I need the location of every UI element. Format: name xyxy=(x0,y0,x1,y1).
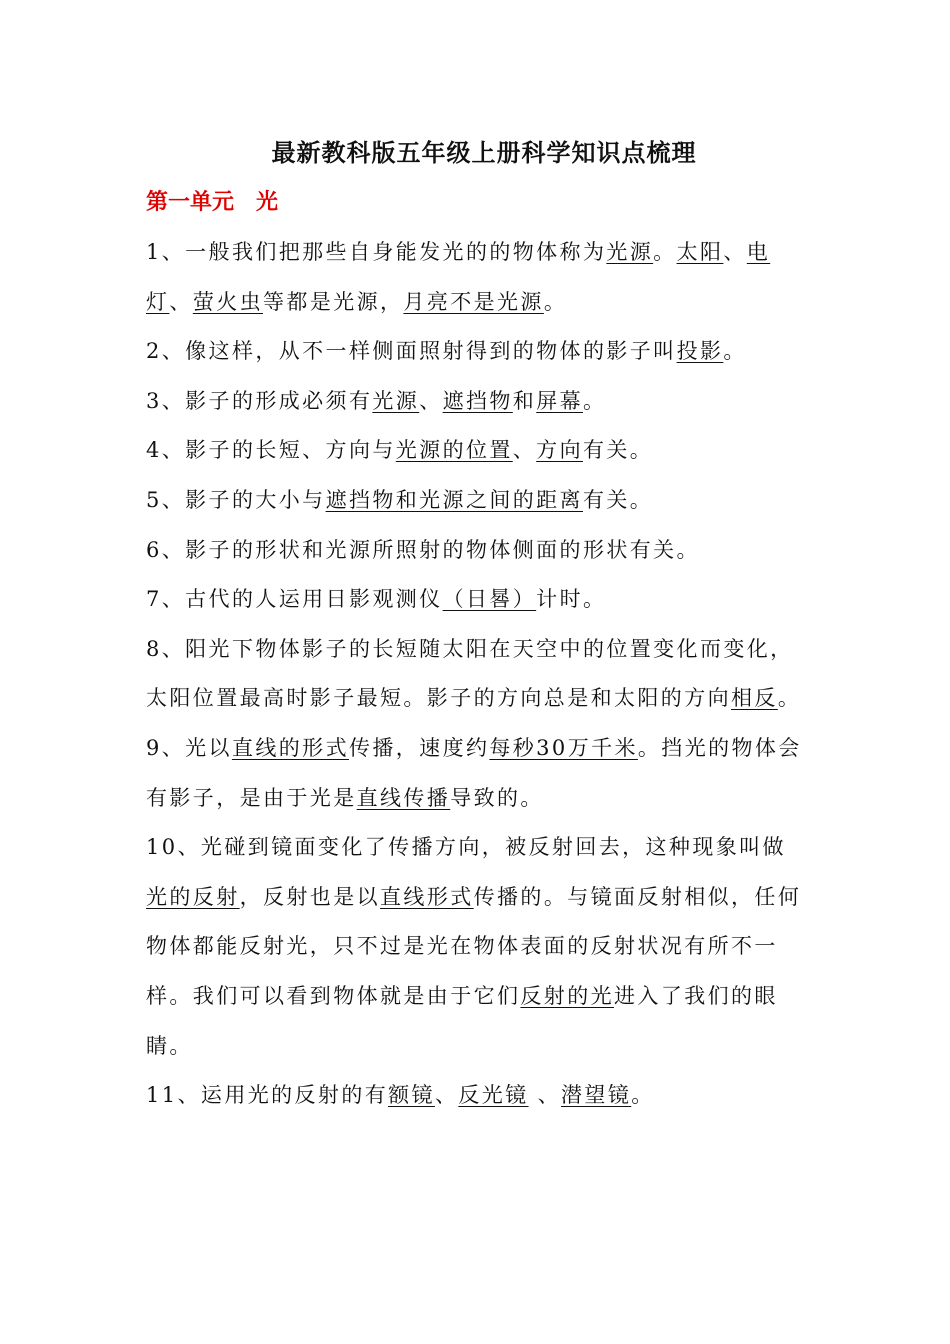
paragraph-text: 3、影子的形成必须有 xyxy=(146,388,373,413)
paragraph-text: 8、阳光下物体影子的长短随太阳在天空中的位置变化而变化，太阳位置最高时影子最短。影子的方向总是和太阳的方向 xyxy=(146,636,794,711)
underlined-term: 方向 xyxy=(536,438,583,463)
underlined-term: 光源 xyxy=(372,388,420,413)
paragraph-item xyxy=(146,1071,806,1121)
underlined-term: 直线传播 xyxy=(356,785,451,810)
underlined-term: 反射的光 xyxy=(520,983,615,1008)
paragraph-text: 。 xyxy=(543,289,568,314)
unit-heading: 第一单元 光 xyxy=(146,190,279,215)
underlined-term: 光源的位置 xyxy=(395,438,513,463)
paragraph-item xyxy=(146,426,806,476)
underlined-term: （日晷） xyxy=(442,587,537,612)
paragraph-text: 、 xyxy=(169,289,193,314)
paragraph-text: 2、像这样，从不一样侧面照射得到的物体的影子叫 xyxy=(146,339,677,364)
paragraph-text: 7、古代的人运用日影观测仪 xyxy=(146,587,443,612)
paragraph-text: 。 xyxy=(723,339,747,364)
underlined-term: 光源 xyxy=(606,240,654,264)
underlined-term: 遮挡物 xyxy=(442,388,513,413)
paragraph-text: 进入了我们的眼睛。 xyxy=(146,983,778,1058)
underlined-term: 月亮不是光源 xyxy=(403,289,544,314)
paragraph-text: ，反射也是以 xyxy=(239,884,381,909)
underlined-term: 反光镜 xyxy=(458,1083,529,1108)
paragraph-text: 。 xyxy=(653,240,677,264)
paragraph-text: 、 xyxy=(512,438,537,463)
paragraph-text: 。 xyxy=(583,388,607,413)
underlined-term: 额镜 xyxy=(388,1083,435,1108)
paragraph-text: 等都是光源， xyxy=(263,289,404,314)
paragraph-text: 。 xyxy=(777,686,802,711)
paragraph-text: 10、光碰到镜面变化了传播方向，被反射回去，这种现象叫做 xyxy=(146,835,786,860)
paragraph-item xyxy=(146,327,806,377)
paragraph-text: 导致的。 xyxy=(450,785,544,810)
paragraph-text: 、 xyxy=(528,1083,562,1108)
paragraph-text: 和 xyxy=(512,388,537,413)
underlined-term: 每秒30万千米 xyxy=(489,735,638,760)
underlined-term: 遮挡物和光源之间的距离 xyxy=(325,487,583,512)
paragraph-item xyxy=(146,625,806,724)
paragraph-list xyxy=(146,228,806,1121)
underlined-term: 光的反射 xyxy=(146,884,240,909)
paragraph-text: 传播，速度约 xyxy=(348,735,490,760)
paragraph-item xyxy=(146,823,806,1071)
paragraph-text: 。挡光的物体会有影子，是由于光是 xyxy=(146,735,802,810)
paragraph-item xyxy=(146,724,806,823)
paragraph-text: 。 xyxy=(631,1083,655,1108)
underlined-term: 直线的形式 xyxy=(231,735,349,760)
paragraph-text: 6、影子的形状和光源所照射的物体侧面的形状有关。 xyxy=(146,537,700,562)
paragraph-text: 计时。 xyxy=(536,587,607,612)
paragraph-item xyxy=(146,575,806,625)
paragraph-text: 1、一般我们把那些自身能发光的的物体称为 xyxy=(146,240,607,264)
underlined-term: 直线形式 xyxy=(380,884,474,909)
paragraph-text: 4、影子的长短、方向与 xyxy=(146,438,396,463)
document-title: 最新教科版五年级上册科学知识点梳理 xyxy=(271,139,697,167)
paragraph-text: 11、运用光的反射的有 xyxy=(146,1083,389,1108)
paragraph-text: 、 xyxy=(419,388,443,413)
paragraph-text: 有关。 xyxy=(582,487,654,512)
paragraph-item xyxy=(146,526,806,576)
paragraph-text: 9、光以 xyxy=(146,735,232,760)
paragraph-item xyxy=(146,228,806,327)
underlined-term: 屏幕 xyxy=(536,388,584,413)
underlined-term: 萤火虫 xyxy=(192,289,264,314)
paragraph-text: 传播的。与镜面反射相似，任何物体都能反射光，只不过是光在物体表面的反射状况有所不一样。我们可以看到物体就是由于它们 xyxy=(146,884,802,1008)
underlined-term: 潜望镜 xyxy=(561,1083,632,1108)
paragraph-text: 、 xyxy=(723,240,747,264)
paragraph-text: 5、影子的大小与 xyxy=(146,487,326,512)
underlined-term: 相反 xyxy=(731,686,778,711)
underlined-term: 投影 xyxy=(676,339,724,364)
document-page xyxy=(146,128,806,1121)
paragraph-item xyxy=(146,476,806,526)
paragraph-text: 有关。 xyxy=(582,438,654,463)
paragraph-text: 、 xyxy=(434,1083,459,1108)
underlined-term: 太阳 xyxy=(676,240,724,264)
underlined-term: 电灯 xyxy=(146,240,771,314)
paragraph-item xyxy=(146,377,806,427)
